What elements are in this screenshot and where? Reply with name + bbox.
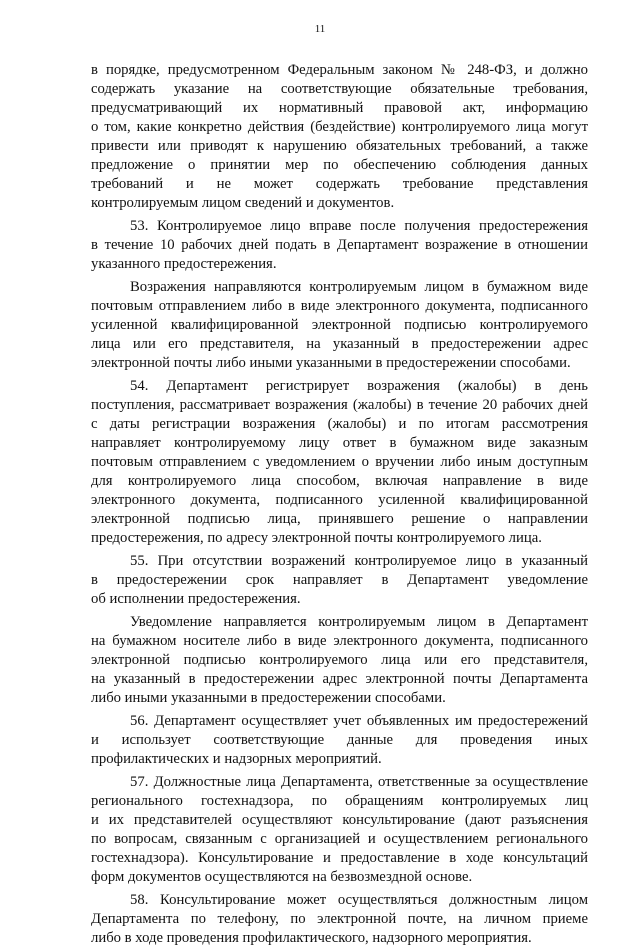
text-line: предусматривающий их нормативный правовой акт, информацию: [91, 100, 588, 116]
text-line: регионального гостехнадзора, по обращениям контролируемых лиц: [91, 793, 588, 809]
text-line: Возражения направляются контролируемым лицом в бумажном виде: [130, 279, 588, 295]
text-line: в предостережении срок направляет в Департамент уведомление: [91, 572, 588, 588]
text-line: по вопросам, связанным с организацией и осуществлением регионального: [91, 831, 588, 847]
paragraph: [91, 552, 588, 609]
text-line: 56. Департамент осуществляет учет объявленных им предостережений: [130, 713, 588, 729]
text-line: форм документов осуществляются на безвозмездной основе.: [91, 869, 473, 885]
text-line: 58. Консультирование может осуществляться должностным лицом: [130, 892, 588, 908]
text-line: 55. При отсутствии возражений контролируемое лицо в указанный: [130, 553, 588, 569]
text-line: электронного документа, подписанного усиленной квалифицированной: [91, 492, 588, 508]
paragraph: [91, 278, 588, 373]
text-line: и их представителей осуществляют консультирование (дают разъяснения: [91, 812, 588, 828]
text-line: о том, какие конкретно действия (бездействие) контролируемого лица могут: [91, 119, 588, 135]
text-line: направляет контролируемому лицу ответ в бумажном виде заказным: [91, 435, 588, 451]
text-line: электронной почты либо иными указанными в предостережении способами.: [91, 355, 571, 371]
paragraph: [91, 712, 588, 769]
text-line: требований и не может содержать требование представления: [91, 176, 588, 192]
text-line: либо в ходе проведения профилактического, надзорного мероприятия.: [91, 930, 532, 946]
page-number: 11: [314, 23, 326, 35]
paragraph: [91, 613, 588, 708]
text-line: поступления, рассматривает возражения (жалобы) в течение 20 рабочих дней: [91, 397, 588, 413]
text-line: и использует соответствующие данные для проведения иных: [91, 732, 588, 748]
text-line: гостехнадзора). Консультирование и предоставление в ходе консультаций: [91, 850, 588, 866]
text-line: в порядке, предусмотренном Федеральным законом № 248-ФЗ, и должно: [91, 62, 588, 78]
text-line: Уведомление направляется контролируемым лицом в Департамент: [130, 614, 588, 630]
paragraph: [91, 217, 588, 274]
text-line: профилактических и надзорных мероприятий.: [91, 751, 382, 767]
text-line: в течение 10 рабочих дней подать в Департамент возражение в отношении: [91, 237, 588, 253]
text-line: электронной подписью лица, принявшего решение о направлении: [91, 511, 588, 527]
text-line: почтовым отправлением с уведомлением о вручении либо иным доступным: [91, 454, 588, 470]
text-line: контролируемым лицом сведений и документов.: [91, 195, 395, 211]
text-line: на бумажном носителе либо в виде электронного документа, подписанного: [91, 633, 588, 649]
text-line: предостережения, по адресу электронной почты контролируемого лица.: [91, 530, 542, 546]
text-line: лица или его представителя, на указанный в предостережении адрес: [91, 336, 588, 352]
paragraph: [91, 377, 588, 548]
text-line: усиленной квалифицированной электронной подписью контролируемого: [91, 317, 588, 333]
text-line: Департамента по телефону, по электронной почте, на личном приеме: [91, 911, 588, 927]
paragraph: [91, 891, 588, 948]
text-line: почтовым отправлением либо в виде электронного документа, подписанного: [91, 298, 588, 314]
text-line: содержать указание на соответствующие обязательные требования,: [91, 81, 588, 97]
text-line: 53. Контролируемое лицо вправе после получения предостережения: [130, 218, 588, 234]
paragraph: [91, 61, 588, 213]
text-line: привести или приводят к нарушению обязательных требований, а также: [91, 138, 588, 154]
text-line: либо иными указанными в предостережении способами.: [91, 690, 446, 706]
text-line: с даты регистрации возражения (жалобы) и по итогам рассмотрения: [91, 416, 588, 432]
text-line: для контролируемого лица способом, включая направление в виде: [91, 473, 588, 489]
text-line: предложение о принятии мер по обеспечению соблюдения данных: [91, 157, 588, 173]
text-line: электронной подписью контролируемого лица или его представителя,: [91, 652, 588, 668]
text-line: 57. Должностные лица Департамента, ответственные за осуществление: [130, 774, 588, 790]
paragraph: [91, 773, 588, 887]
text-line: 54. Департамент регистрирует возражения (жалобы) в день: [130, 378, 588, 394]
document-body: [91, 61, 588, 948]
text-line: указанного предостережения.: [91, 256, 277, 272]
text-line: на указанный в предостережении адрес электронной почты Департамента: [91, 671, 588, 687]
text-line: об исполнении предостережения.: [91, 591, 301, 607]
